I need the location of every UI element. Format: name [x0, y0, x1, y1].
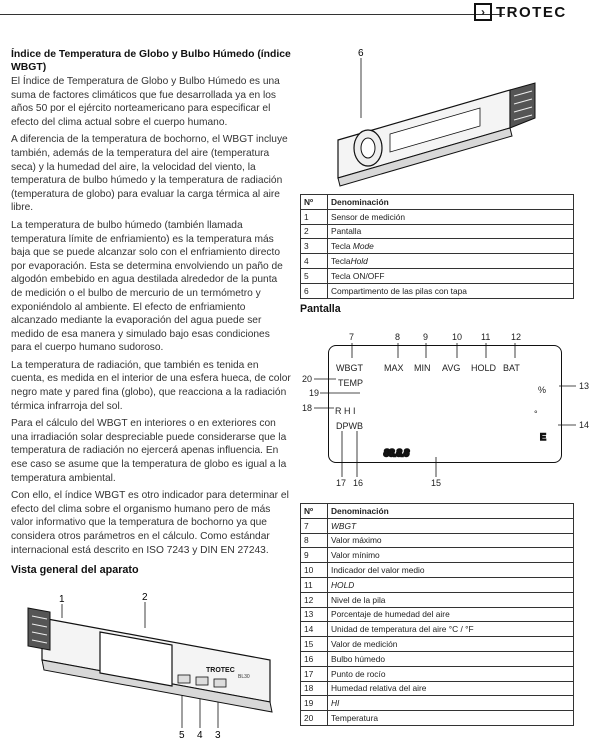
device-front-illustration: [20, 578, 290, 740]
table-header-row: [301, 195, 574, 210]
row-no: 19: [301, 696, 328, 711]
row-no: 12: [301, 592, 328, 607]
row-no: 16: [301, 651, 328, 666]
row-no: 3: [301, 239, 328, 254]
callout-9: 9: [423, 332, 429, 342]
table-row: [301, 533, 574, 548]
row-name-prefix: Tecla: [331, 241, 353, 252]
callout-18: 18: [302, 403, 313, 413]
callout-19: 19: [309, 388, 320, 398]
device-back-illustration: [330, 48, 560, 193]
table-header-row: [301, 504, 574, 519]
table-row: [301, 577, 574, 592]
display-section-title: Pantalla: [300, 303, 341, 315]
brand-chevron-icon: ›: [474, 3, 492, 21]
article-title: Índice de Temperatura de Globo y Bulbo Húmedo (índice WBGT): [11, 49, 291, 73]
table-row: [301, 209, 574, 224]
brand-logo: [474, 3, 567, 21]
segment-digits: 88.8.8: [384, 448, 410, 458]
column-header-name: Denominación: [328, 195, 574, 210]
callout-2: 2: [142, 592, 148, 603]
article: [11, 49, 291, 578]
article-paragraph: A diferencia de la temperatura de bochorno, el WBGT incluye también, además de la temperatura del aire (temperatura seca) y la humedad del aire, la velocidad del viento, la temperatura de bulbo húmedo y la temperatura de radiación (temperatura de globo) para evaluar la carga térmica al aire libre.: [11, 134, 288, 214]
row-name: Punto de rocío: [328, 666, 574, 681]
table-row: [301, 711, 574, 726]
row-name: Porcentaje de humedad del aire: [328, 607, 574, 622]
table-row: [301, 239, 574, 254]
segment-bat: BAT: [503, 363, 520, 373]
segment-percent: %: [538, 385, 547, 395]
segment-degree: °: [534, 409, 538, 419]
brand-name: TROTEC: [496, 3, 567, 21]
row-name: Humedad relativa del aire: [328, 681, 574, 696]
overview-title: Vista general del aparato: [11, 564, 139, 577]
row-no: 20: [301, 711, 328, 726]
row-name-emphasis: Mode: [352, 241, 374, 252]
callout-12: 12: [511, 332, 522, 342]
callout-15: 15: [431, 478, 442, 488]
row-name: WBGT: [328, 518, 574, 533]
segment-dpwb: DPWB: [336, 421, 363, 431]
row-no: 11: [301, 577, 328, 592]
row-name: Unidad de temperatura del aire °C / °F: [328, 622, 574, 637]
row-no: 4: [301, 254, 328, 269]
callout-13: 13: [579, 381, 589, 391]
row-no: 6: [301, 283, 328, 298]
table-row: [301, 548, 574, 563]
row-name: Compartimento de las pilas con tapa: [328, 283, 574, 298]
row-name: Valor máximo: [328, 533, 574, 548]
lcd-display-diagram: [300, 325, 589, 490]
table-row: [301, 518, 574, 533]
segment-avg: AVG: [442, 363, 461, 373]
table-row: [301, 622, 574, 637]
segment-max: MAX: [384, 363, 404, 373]
row-no: 9: [301, 548, 328, 563]
article-paragraph: La temperatura de radiación, que también es tenida en cuenta, es medida en el interior de una esfera hueca, de color negro mate y pared fina (globo), que reacciona a la radiación térmica infrarroja del sol.: [11, 359, 291, 412]
device-brand-label: TROTEC: [206, 667, 235, 674]
callout-1: 1: [59, 594, 65, 605]
row-name: Indicador del valor medio: [328, 563, 574, 578]
segment-min: MIN: [414, 363, 431, 373]
row-no: 14: [301, 622, 328, 637]
callout-4: 4: [197, 730, 203, 740]
table-row: [301, 283, 574, 298]
table-row: [301, 592, 574, 607]
row-name: Bulbo húmedo: [328, 651, 574, 666]
row-name: Tecla ON/OFF: [328, 268, 574, 283]
table-row: [301, 224, 574, 239]
callout-17: 17: [336, 478, 347, 488]
row-name: Sensor de medición: [328, 209, 574, 224]
callout-20: 20: [302, 374, 313, 384]
segment-unit: E: [540, 432, 547, 442]
table-row: [301, 563, 574, 578]
article-paragraph: Con ello, el índice WBGT es otro indicador para determinar el efecto del clima sobre el organismo humano pero de más valor informativo que la temperatura de bochorno ya que considera otros parámetros en el cálculo. Como estándar internacional está descrito en ISO 7243 y DIN EN 27243.: [11, 490, 289, 556]
header-rule: [0, 14, 505, 15]
callout-6: 6: [358, 48, 364, 59]
row-name: HI: [328, 696, 574, 711]
row-name-emphasis: Hold: [350, 256, 368, 267]
row-name: Temperatura: [328, 711, 574, 726]
callout-8: 8: [395, 332, 401, 342]
table-row: [301, 254, 574, 269]
row-name: [328, 239, 574, 254]
row-name: [328, 254, 574, 269]
callout-14: 14: [579, 420, 589, 430]
segment-rhi: R H I: [335, 406, 356, 416]
row-name: HOLD: [328, 577, 574, 592]
row-name-prefix: Tecla: [331, 256, 351, 267]
column-header-name: Denominación: [328, 504, 574, 519]
row-name: Valor de medición: [328, 637, 574, 652]
table-row: [301, 268, 574, 283]
segment-temp: TEMP: [338, 378, 364, 388]
table-row: [301, 681, 574, 696]
row-no: 18: [301, 681, 328, 696]
row-no: 2: [301, 224, 328, 239]
row-no: 8: [301, 533, 328, 548]
row-name: Nivel de la pila: [328, 592, 574, 607]
display-legend-body: [301, 518, 574, 725]
article-paragraph: La temperatura de bulbo húmedo (también llamada temperatura límite de enfriamiento) es la temperatura más baja que se puede alcanzar solo con el enfriamiento directo por evaporación. Esta se determina envolviendo un paño de algodón embebido en agua destilada alrededor de la punta de medición o el bulbo de mercurio de un termómetro y exponiéndolo al ambiente. El efecto de enfriamiento alcanzado mediante la evaporación del agua puede ser medido de esa manera y simulado bajo esas condiciones para el cuerpo humano sudoroso.: [11, 219, 283, 354]
parts-table: [300, 194, 574, 299]
column-header-no: Nº: [301, 195, 328, 210]
row-name: Valor mínimo: [328, 548, 574, 563]
row-name: Pantalla: [328, 224, 574, 239]
row-no: 5: [301, 268, 328, 283]
callout-7: 7: [349, 332, 355, 342]
article-paragraph: Para el cálculo del WBGT en interiores o en exteriores con una irradiación solar despreciable puede considerarse que la temperatura de radiación no ejercerá apenas influencia. En ese caso se asume que la temperatura de globo es igual a la temperatura ambiental.: [11, 418, 287, 484]
article-paragraph: El Índice de Temperatura de Globo y Bulbo Húmedo es una suma de factores climáticos que fue desarrollada ya en los años 50 por el ejército norteamericano para especificar el efecto del clima actual sobre el cuerpo humano.: [11, 76, 280, 128]
device-model-label: BL30: [238, 674, 250, 680]
segment-wbgt: WBGT: [336, 363, 363, 373]
segment-hold: HOLD: [471, 363, 497, 373]
table-row: [301, 607, 574, 622]
callout-10: 10: [452, 332, 463, 342]
display-legend-table: [300, 503, 574, 726]
callout-5: 5: [179, 730, 185, 740]
row-no: 17: [301, 666, 328, 681]
table-row: [301, 696, 574, 711]
table-row: [301, 651, 574, 666]
callout-16: 16: [353, 478, 364, 488]
table-row: [301, 637, 574, 652]
callout-11: 11: [481, 332, 491, 342]
table-row: [301, 666, 574, 681]
row-no: 15: [301, 637, 328, 652]
callout-3: 3: [215, 730, 221, 740]
row-no: 1: [301, 209, 328, 224]
row-no: 10: [301, 563, 328, 578]
column-header-no: Nº: [301, 504, 328, 519]
row-no: 13: [301, 607, 328, 622]
row-no: 7: [301, 518, 328, 533]
